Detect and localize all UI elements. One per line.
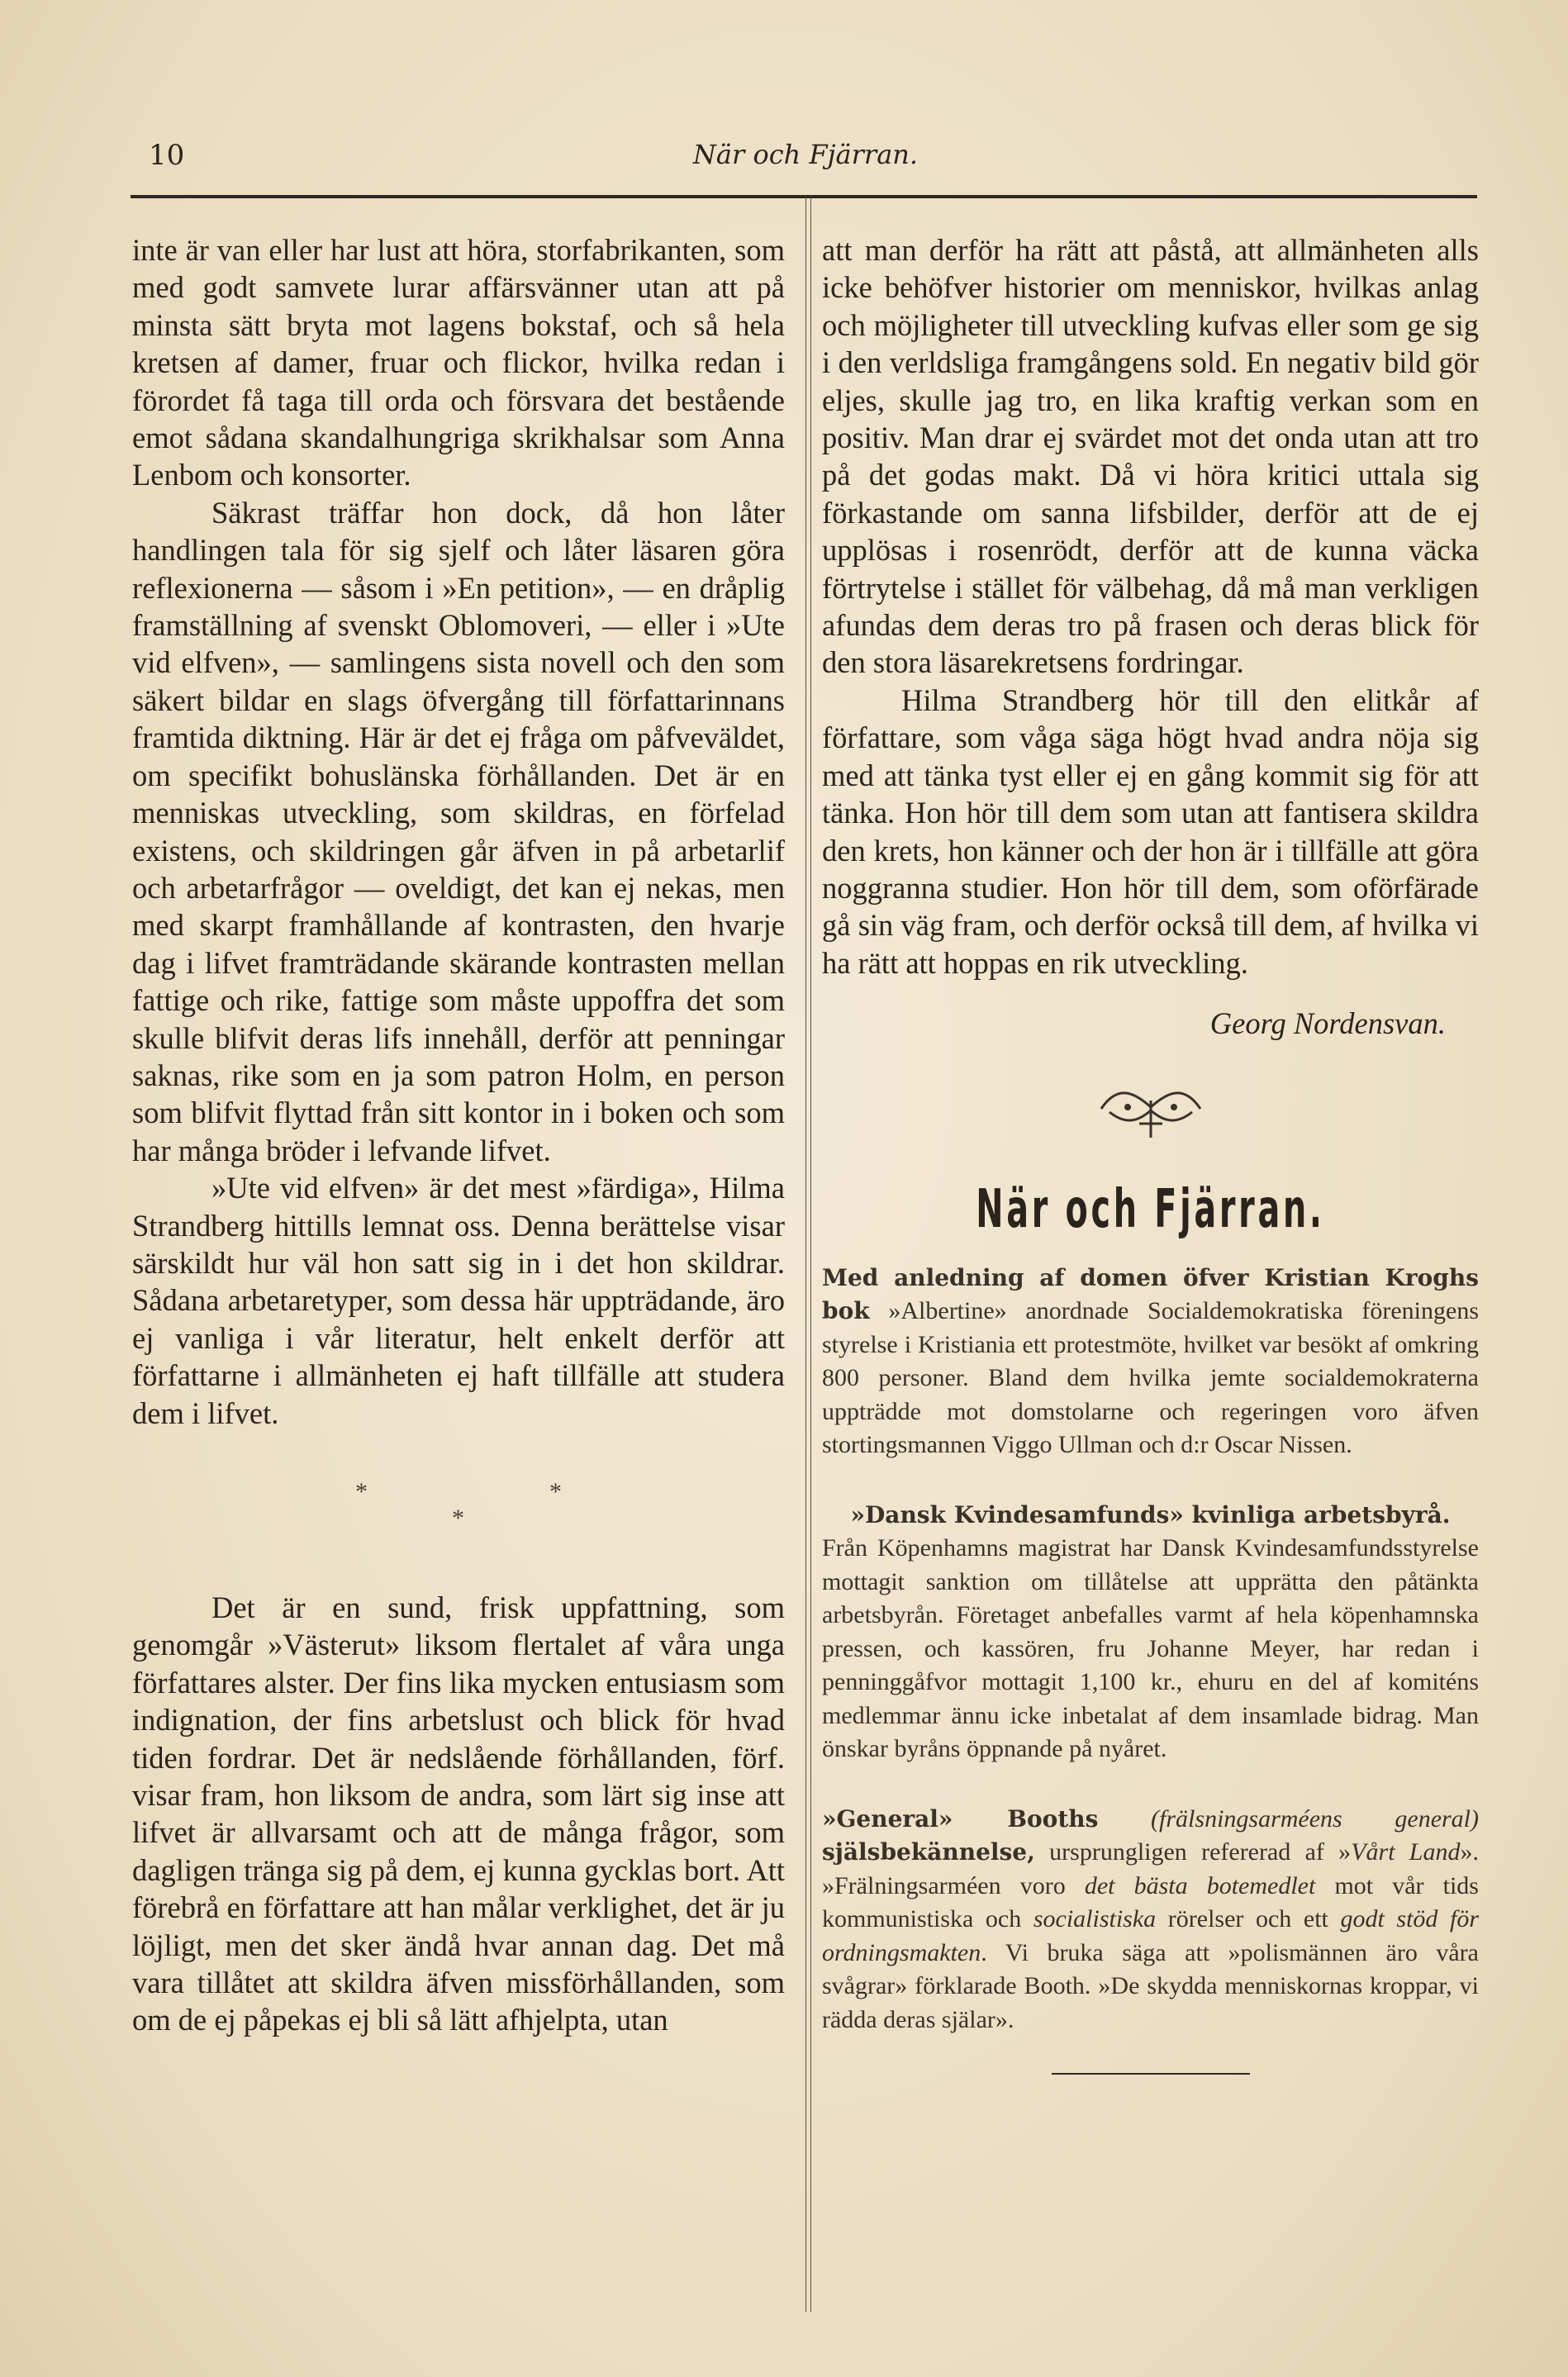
journal-title: När och Fjärran.	[692, 139, 919, 170]
news-item-lead-italic: (frälsningsarméens general)	[1098, 1804, 1480, 1833]
running-head	[132, 139, 1479, 178]
news-items	[822, 1262, 1479, 2075]
page-number: 10	[149, 139, 185, 172]
right-column	[822, 231, 1479, 2075]
news-item-lead: själsbekännelse,	[822, 1838, 1035, 1866]
news-item-body-italic: det bästa botemedlet	[1084, 1871, 1316, 1899]
ornament-icon	[1085, 1076, 1217, 1142]
left-column	[132, 231, 785, 2039]
section-title: När och Fjärran.	[976, 1178, 1325, 1240]
left-paragraph-4: Det är en sund, frisk uppfattning, som genomgår »Västerut» liksom flertalet af våra unga författares alster. Der fins lika mycken entusiasm som indignation, der fins arbetslust och blick för hvad tiden fordrar. Det är nedslående förhållanden, förf. visar fram, hon liksom de andra, som lärt sig inse att lifvet är allvarsamt och att de många frågor, som dagligen tränga sig på dem, ej kunna gycklas bort. Att förebrå en författare att han målar verklighet, det är ju löjligt, men det sker ändå hvar annan dag. Det må vara tillåtet att skildra äfven missförhållanden, som om de ej påpekas ej bli så lätt afhjelpta, utan	[132, 1590, 785, 2037]
news-item-body-italic: socialistiska	[1033, 1905, 1157, 1933]
news-item-body: »Albertine» anordnade Socialdemokratiska föreningens styrelse i Kristiania ett protestmöte, hvilket var besökt af omkring 800 personer. Bland dem hvilka jemte socialdemokraterna uppträdde mot domstolarne och regeringen voro äfven stortingsmannen Viggo Ullman och d:r Oscar Nissen.	[822, 1297, 1479, 1459]
left-paragraph-2: Säkrast träffar hon dock, då hon låter handlingen tala för sig sjelf och låter läsaren göra reflexionerna — såsom i »En petition», — en dråplig framställning af svenskt Oblomoveri, — eller i »Ute vid elfven», — samlingens sista novell och den som säkert bildar en slags öfvergång till författarinnans framtida diktning. Här är det ej fråga om påfveväldet, om specifikt bohuslänska förhållanden. Det är en menniskas utveckling, som skildras, en förfelad existens, och skildringen går äfven in på arbetarlif och arbetarfrågor — oveldigt, det kan ej nekas, men med skarpt framhållande af kontrasten, den hvarje dag i lifvet framträdande skärande kontrasten mellan fattige och rike, fattige som måste uppoffra det som skulle blifvit deras lifs innehåll, derför att penningar saknas, rike som en ja som patron Holm, en person som blifvit flyttad från sitt kontor in i boken och som har många bröder i lefvande lifvet.	[132, 495, 785, 1167]
asterism	[132, 1457, 785, 1556]
column-divider	[805, 197, 811, 2312]
news-item-body-italic: Vårt Land	[1351, 1838, 1461, 1866]
left-paragraph-1: inte är van eller har lust att höra, storfabrikanten, som med godt samvete lurar affärsvänner utan att på minsta sätt bryta mot lagens bokstaf, och så hela kretsen af damer, fruar och flickor, hvilka redan i förordet få taga till orda och försvara det bestående emot sådana skandalhungriga skrikhalsar som Anna Lenbom och konsorter.	[132, 233, 785, 492]
news-item-body: ursprungligen refererad af »	[1034, 1838, 1352, 1866]
end-rule	[1052, 2073, 1250, 2075]
news-item-body: . Vi bruka säga att »polismännen äro våra svågrar» förklarade Booth. »De skydda menniskornas kroppar, vi rädda deras själar».	[822, 1938, 1479, 2033]
news-item-lead: »General» Booths	[822, 1804, 1099, 1833]
news-item	[822, 1262, 1479, 1462]
news-item-lead: Med anledning af domen öfver Kristian Kroghs bok	[822, 1263, 1479, 1325]
header-rule	[131, 195, 1477, 198]
asterism-star: *	[549, 1478, 562, 1505]
news-item-lead: »Dansk Kvindesamfunds» kvinliga arbetsbyrå.	[850, 1500, 1451, 1528]
news-item-body: rörelser och ett	[1156, 1905, 1341, 1933]
news-item-body: Från Köpenhamns magistrat har Dansk Kvindesamfundsstyrelse mottagit sanktion om tillåtelse att upprätta den påtänkta arbetsbyrån. Företaget anbefalles varmt af hela köpenhamnska pressen, och kassören, fru Johanne Meyer, har redan i penninggåfvor mottagit 1,100 kr., ehuru en del af komiténs medlemmar ännu icke inbetalat af dem insamlade bidrag. Man önskar byråns öppnande på nyåret.	[822, 1534, 1479, 1763]
news-item	[822, 1499, 1479, 1766]
author-signature: Georg Nordensvan.	[1209, 1006, 1446, 1041]
news-item-body: mot vår tids kommunistiska och	[822, 1871, 1479, 1933]
asterism-star: *	[452, 1505, 464, 1532]
news-item-body: ». »Frälningsarméen voro	[822, 1838, 1479, 1899]
news-item-body-italic: godt stöd för ordningsmakten	[822, 1905, 1480, 1966]
asterism-star: *	[355, 1478, 368, 1505]
right-paragraph-1: att man derför ha rätt att påstå, att allmänheten alls icke behöfver historier om menniskor, hvilkas anlag och möjligheter till utveckling kufvas eller som ge sig i den verldsliga framgångens sold. En negativ bild gör eljes, skulle jag tro, en lika kraftig verkan som en positiv. Man drar ej svärdet mot det onda utan att tro på det godas makt. Då vi höra kritici uttala sig förkastande om sanna lifsbilder, derför att de ej upplösas i rosenrödt, derför att de kunna väcka förtrytelse i stället för välbehag, då må man verkligen afundas dem deras tro på frasen och deras blick för den stora läsarekretsens fordringar.	[822, 233, 1479, 680]
news-item	[822, 1803, 1479, 2037]
left-paragraph-3: »Ute vid elfven» är det mest »färdiga», Hilma Strandberg hittills lemnat oss. Denna berättelse visar särskildt hur väl hon satt sig in i det hon skildrar. Sådana arbetaretyper, som dessa här uppträdande, äro ej vanliga i vår literatur, helt enkelt derför att författarne i allmänheten ej haft tillfälle att studera dem i lifvet.	[132, 1171, 785, 1430]
right-paragraph-2: Hilma Strandberg hör till den elitkår af författare, som våga säga högt hvad andra nöja sig med att tänka tyst eller ej en gång kommit sig för att tänka. Hon hör till dem som utan att fantisera skildra den krets, hon känner och der hon är i tillfälle att göra noggranna studier. Hon hör till dem, som oförfärade gå sin väg fram, och derför också till dem, af hvilka vi ha rätt att hoppas en rik utveckling.	[822, 682, 1479, 980]
